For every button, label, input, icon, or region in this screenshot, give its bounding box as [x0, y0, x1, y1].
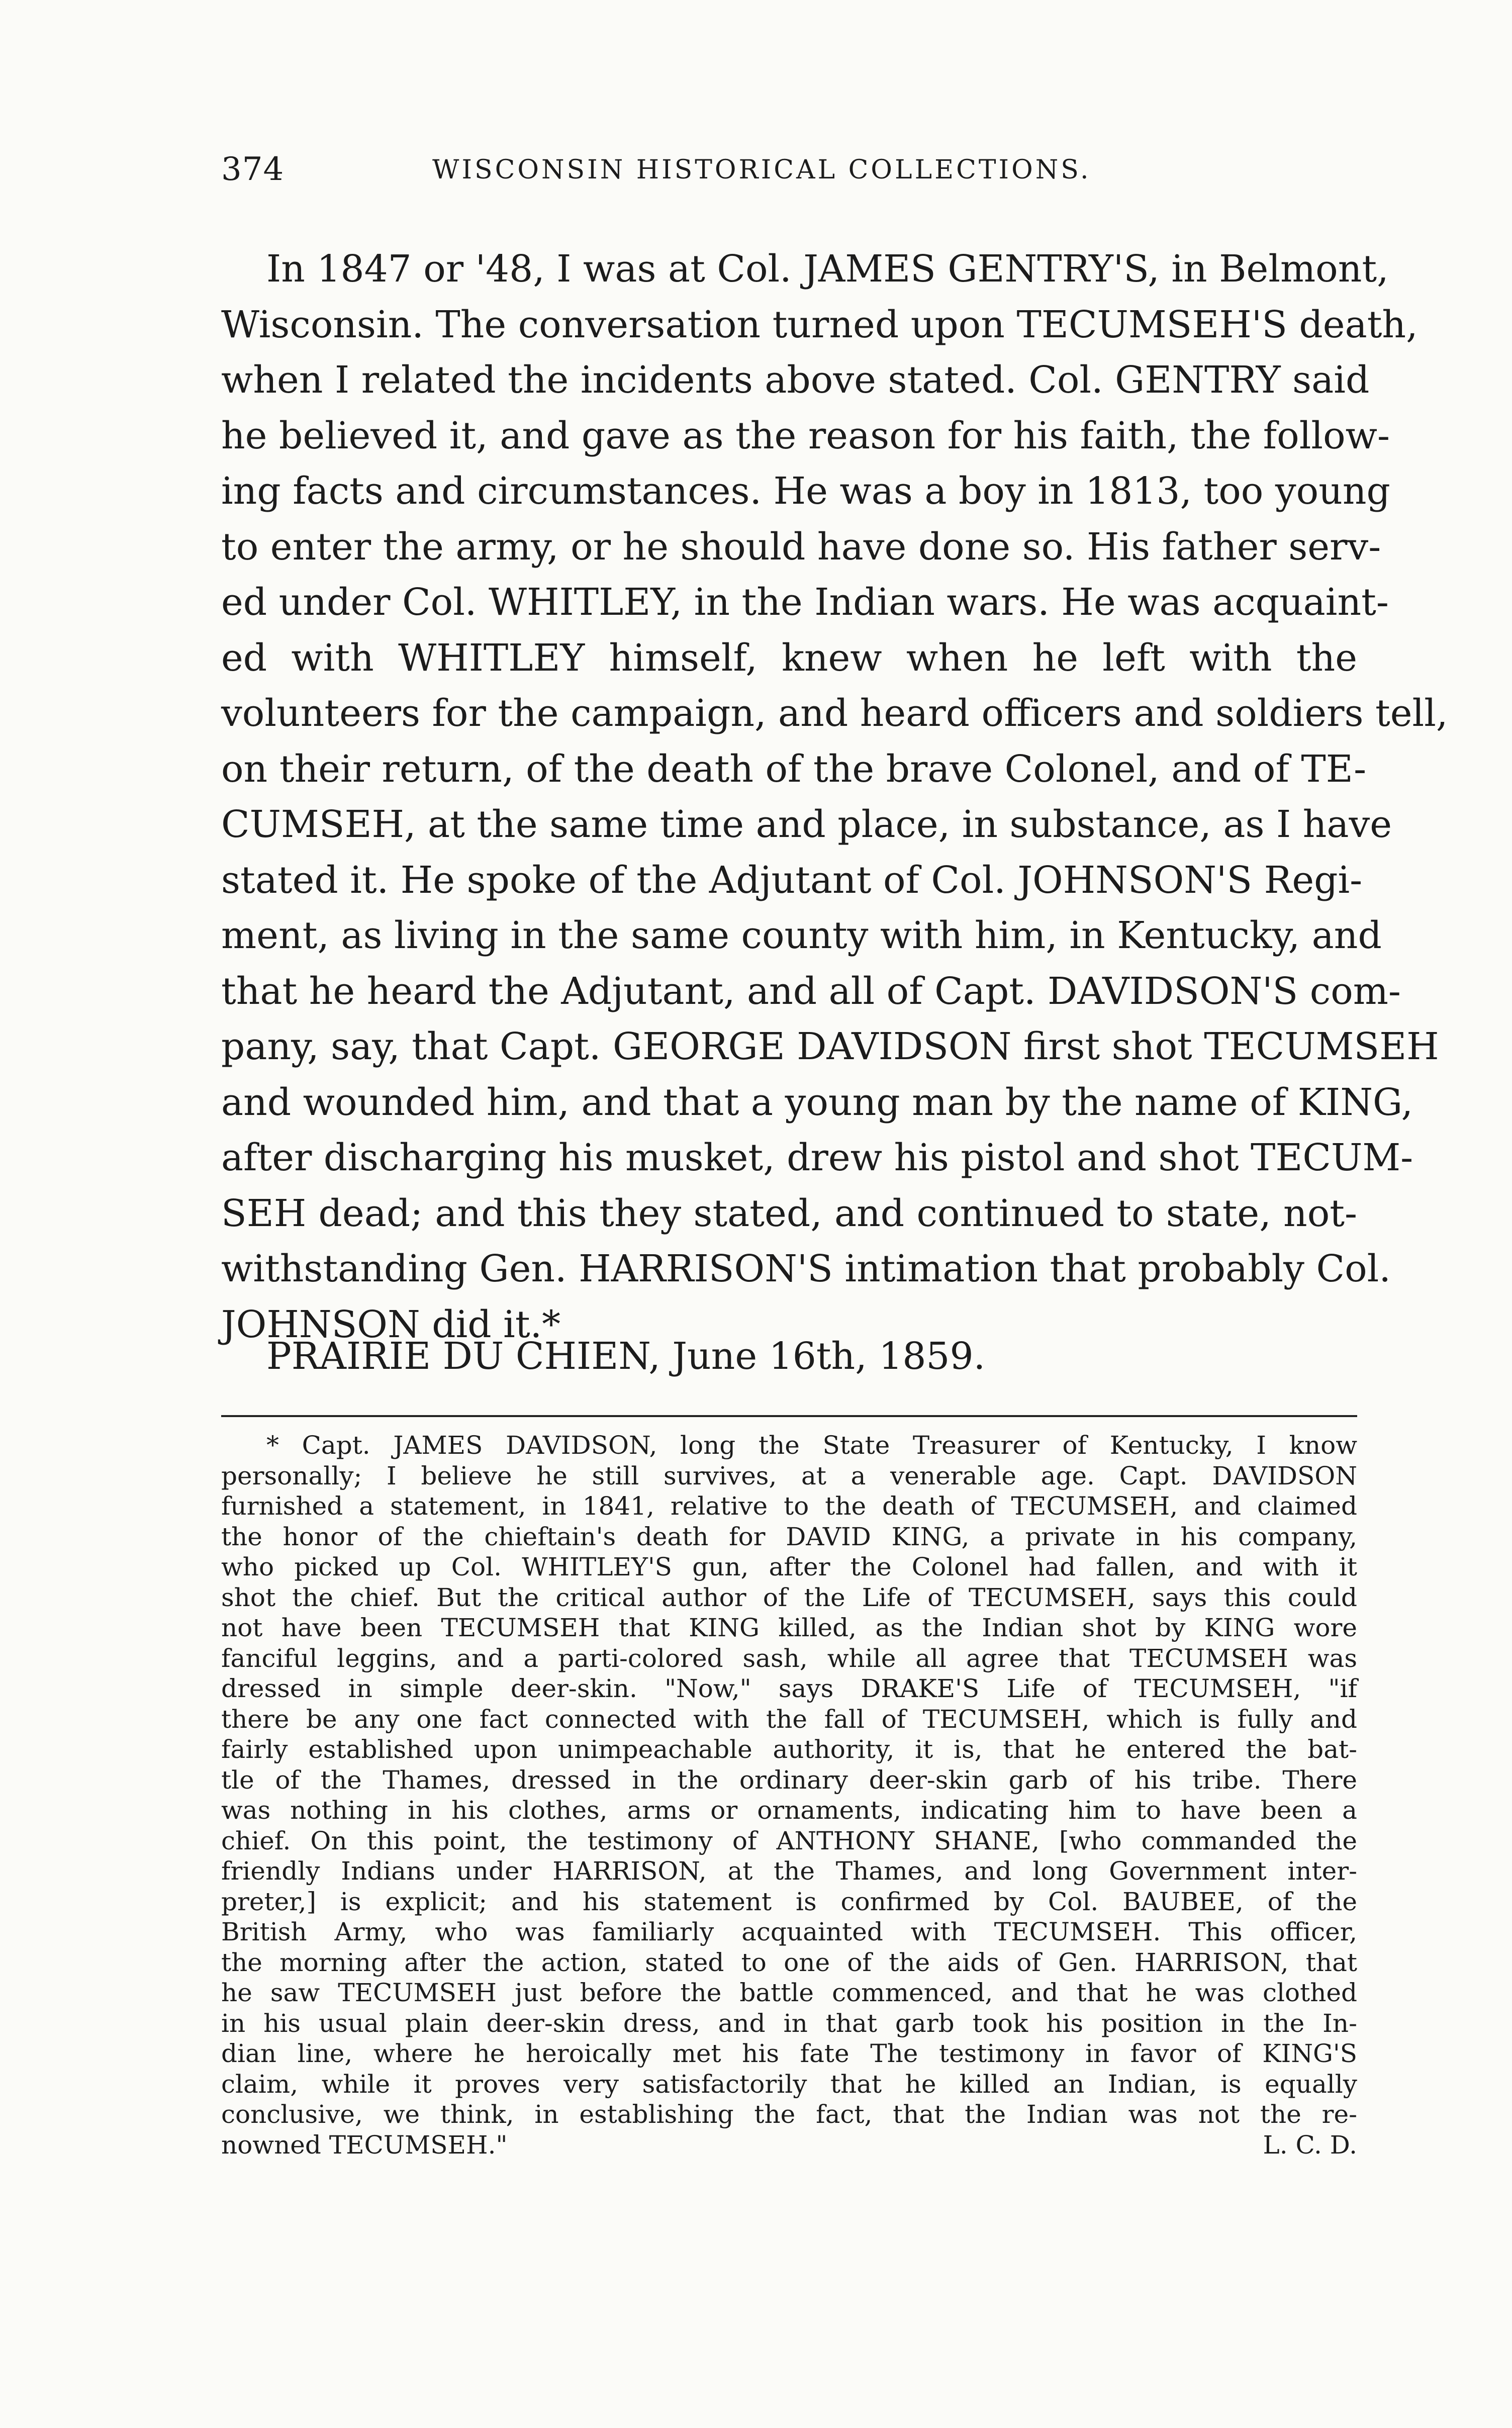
body-line: withstanding Gen. HARRISON'S intimation that probably Col. — [221, 1247, 1391, 1290]
body-line: ing facts and circumstances. He was a boy in 1813, too young — [221, 470, 1390, 513]
body-line: pany, say, that Capt. GEORGE DAVIDSON first shot TECUMSEH — [221, 1025, 1439, 1068]
body-line: and wounded him, and that a young man by the name of KING, — [221, 1080, 1413, 1124]
footnote-line: friendly Indians under HARRISON, at the Thames, and long Government inter- — [221, 1856, 1357, 1886]
body-line: to enter the army, or he should have done so. His father serv- — [221, 525, 1381, 569]
body-line: that he heard the Adjutant, and all of Capt. DAVIDSON'S com- — [221, 969, 1401, 1013]
footnote-line: dressed in simple deer-skin. "Now," says DRAKE'S Life of TECUMSEH, "if — [221, 1674, 1357, 1703]
footnote-line: personally; I believe he still survives, at a venerable age. Capt. DAVIDSON — [221, 1461, 1357, 1490]
body-line: on their return, of the death of the brave Colonel, and of TE- — [221, 747, 1367, 791]
footnote-line: preter,] is explicit; and his statement is confirmed by Col. BAUBEE, of the — [221, 1887, 1357, 1916]
footnote-line: fanciful leggins, and a parti-colored sash, while all agree that TECUMSEH was — [221, 1643, 1357, 1673]
page-header — [221, 151, 1352, 196]
body-line: ed under Col. WHITLEY, in the Indian wars. He was acquaint- — [221, 581, 1389, 624]
body-line: SEH dead; and this they stated, and continued to state, not- — [221, 1191, 1357, 1235]
body-line: after discharging his musket, drew his pistol and shot TECUM- — [221, 1136, 1413, 1179]
body-line: CUMSEH, at the same time and place, in substance, as I have — [221, 803, 1392, 846]
body-line: JOHNSON did it.* — [221, 1302, 561, 1346]
footnote-line: he saw TECUMSEH just before the battle commenced, and that he was clothed — [221, 1978, 1357, 2007]
footnote-line: who picked up Col. WHITLEY'S gun, after the Colonel had fallen, and with it — [221, 1552, 1357, 1581]
body-line: ment, as living in the same county with him, in Kentucky, and — [221, 914, 1382, 957]
body-line: stated it. He spoke of the Adjutant of Col. JOHNSON'S Regi- — [221, 858, 1363, 902]
footnote-line: chief. On this point, the testimony of ANTHONY SHANE, [who commanded the — [221, 1826, 1357, 1855]
footnote-line: not have been TECUMSEH that KING killed, as the Indian shot by KING wore — [221, 1613, 1357, 1642]
footnote-initials: L. C. D. — [1263, 2130, 1357, 2160]
place-date-signature: PRAIRIE DU CHIEN, June 16th, 1859. — [266, 1335, 986, 1378]
footnote-rule — [221, 1415, 1357, 1417]
body-line: Wisconsin. The conversation turned upon TECUMSEH'S death, — [221, 303, 1418, 346]
footnote-line: conclusive, we think, in establishing the fact, that the Indian was not the re- — [221, 2100, 1357, 2129]
footnote-line: nowned TECUMSEH." — [221, 2130, 508, 2160]
footnote — [221, 1430, 1357, 2160]
footnote-line: fairly established upon unimpeachable authority, it is, that he entered the bat- — [221, 1735, 1357, 1764]
body-line: volunteers for the campaign, and heard officers and soldiers tell, — [221, 692, 1448, 735]
body-line: he believed it, and gave as the reason for his faith, the follow- — [221, 414, 1390, 457]
running-head: WISCONSIN HISTORICAL COLLECTIONS. — [432, 155, 1091, 185]
footnote-line: the honor of the chieftain's death for DAVID KING, a private in his company, — [221, 1522, 1357, 1551]
footnote-line: there be any one fact connected with the fall of TECUMSEH, which is fully and — [221, 1704, 1357, 1734]
footnote-line: claim, while it proves very satisfactorily that he killed an Indian, is equally — [221, 2069, 1357, 2099]
footnote-line: * Capt. JAMES DAVIDSON, long the State Treasurer of Kentucky, I know — [266, 1431, 1357, 1460]
footnote-line: tle of the Thames, dressed in the ordinary deer-skin garb of his tribe. There — [221, 1765, 1357, 1795]
footnote-line: dian line, where he heroically met his fate The testimony in favor of KING'S — [221, 2039, 1357, 2068]
body-line: when I related the incidents above stated. Col. GENTRY said — [221, 358, 1370, 402]
page-number: 374 — [221, 151, 285, 188]
body-line: ed with WHITLEY himself, knew when he left with the — [221, 636, 1357, 680]
footnote-line: in his usual plain deer-skin dress, and in that garb took his position in the In- — [221, 2008, 1357, 2038]
footnote-line: furnished a statement, in 1841, relative to the death of TECUMSEH, and claimed — [221, 1491, 1357, 1521]
footnote-line: the morning after the action, stated to one of the aids of Gen. HARRISON, that — [221, 1947, 1357, 1977]
footnote-line: British Army, who was familiarly acquainted with TECUMSEH. This officer, — [221, 1917, 1357, 1946]
footnote-last-line — [221, 2130, 1357, 2161]
footnote-line: was nothing in his clothes, arms or ornaments, indicating him to have been a — [221, 1796, 1357, 1825]
footnote-line: shot the chief. But the critical author of the Life of TECUMSEH, says this could — [221, 1582, 1357, 1612]
body-paragraph — [221, 241, 1448, 1352]
body-line: In 1847 or '48, I was at Col. JAMES GENTRY'S, in Belmont, — [266, 247, 1389, 291]
